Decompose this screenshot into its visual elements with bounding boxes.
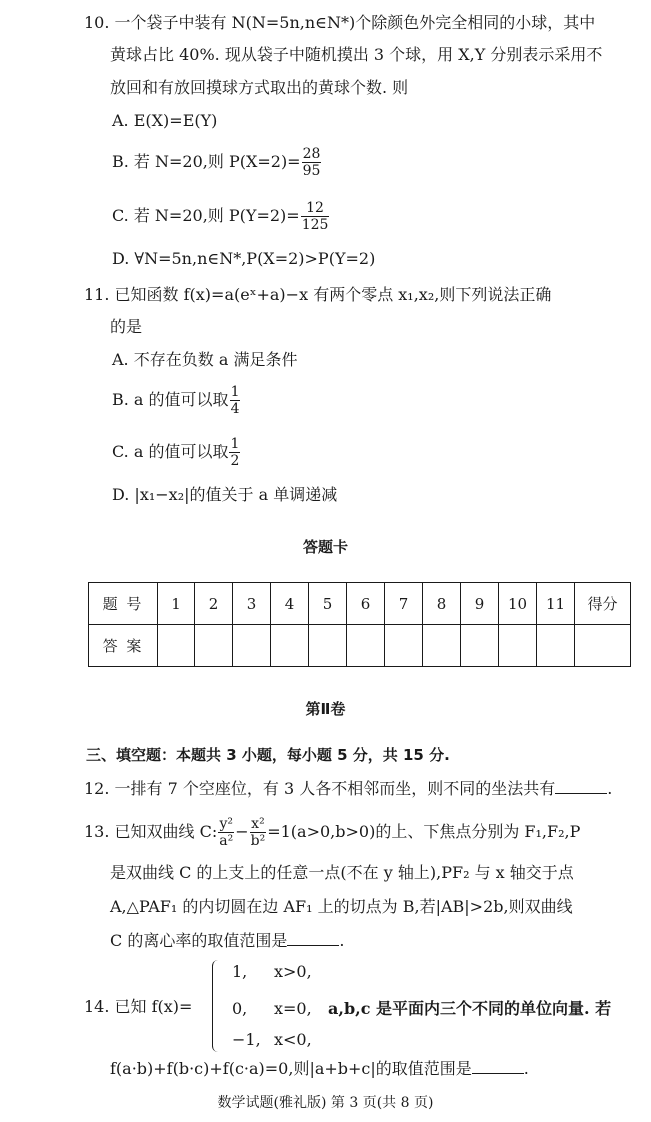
- q10-line2: 黄球占比 40%. 现从袋子中随机摸出 3 个球，用 X,Y 分别表示采用不: [110, 45, 603, 64]
- q11-option-b: [112, 384, 241, 417]
- answer-cell[interactable]: [499, 625, 537, 667]
- q14-case-1-condition: x>0,: [274, 962, 312, 981]
- answer-cell[interactable]: [309, 625, 347, 667]
- q14-case-2: [232, 996, 611, 1019]
- q14-piecewise: [84, 960, 632, 1052]
- q14-answer-blank[interactable]: [472, 1059, 524, 1074]
- q11-line1: 11. 已知函数 f(x)=a(eˣ+a)−x 有两个零点 x₁,x₂,则下列说法正确: [84, 285, 552, 304]
- q10-option-c: [112, 200, 330, 233]
- q14-prefix: 14. 已知 f(x)=: [84, 997, 193, 1016]
- q10-option-c-numerator: 12: [301, 200, 330, 217]
- section-3-header: 三、填空题：本题共 3 小题，每小题 5 分，共 15 分.: [86, 746, 450, 764]
- answer-card-score-header: 得分: [575, 583, 631, 625]
- q13-line4-text: C 的离心率的取值范围是: [110, 931, 288, 950]
- score-cell[interactable]: [575, 625, 631, 667]
- q13-line4: [110, 930, 344, 952]
- q10-option-c-denominator: 125: [301, 217, 329, 233]
- answer-card-table: [88, 582, 631, 667]
- answer-card-number: 5: [309, 583, 347, 625]
- answer-card-number: 1: [158, 583, 195, 625]
- answer-card-number: 3: [233, 583, 271, 625]
- q13-fraction-y-numerator: y²: [219, 816, 234, 832]
- answer-card-number: 4: [271, 583, 309, 625]
- q14-case-2-tail: a,b,c 是平面内三个不同的单位向量. 若: [328, 999, 612, 1018]
- q14-case-3-value: −1,: [232, 1030, 261, 1049]
- section-2-title: 第Ⅱ卷: [305, 700, 346, 718]
- answer-cell[interactable]: [195, 625, 233, 667]
- q10-option-b-fraction: [302, 146, 322, 179]
- q12-end: .: [607, 779, 613, 798]
- q10-option-b-text: B. 若 N=20,则 P(X=2)=: [112, 152, 301, 171]
- answer-card-number: 9: [461, 583, 499, 625]
- q10-option-b-denominator: 95: [302, 163, 321, 179]
- answer-cell[interactable]: [158, 625, 195, 667]
- q14-case-3: [232, 1030, 312, 1049]
- answer-card-number: 7: [385, 583, 423, 625]
- q11-option-b-fraction: [230, 384, 241, 417]
- answer-cell[interactable]: [271, 625, 309, 667]
- answer-card-number: 8: [423, 583, 461, 625]
- q11-option-b-numerator: 1: [230, 384, 240, 400]
- answer-card-answer-header: 答 案: [89, 625, 158, 667]
- answer-card-number: 11: [537, 583, 575, 625]
- q11-option-c-text: C. a 的值可以取: [112, 442, 229, 461]
- answer-cell[interactable]: [537, 625, 575, 667]
- q13-fraction-y: [218, 816, 234, 849]
- q14-last-line: [110, 1058, 529, 1080]
- q14-case-3-condition: x<0,: [274, 1030, 312, 1049]
- answer-cell[interactable]: [423, 625, 461, 667]
- answer-cell[interactable]: [461, 625, 499, 667]
- answer-card-number: 6: [347, 583, 385, 625]
- q11-option-d: D. |x₁−x₂|的值关于 a 单调递减: [112, 485, 338, 504]
- q11-option-c-denominator: 2: [230, 453, 240, 469]
- page-footer: 数学试题(雅礼版) 第 3 页(共 8 页): [217, 1095, 434, 1111]
- q14-case-2-value: 0,: [232, 999, 248, 1018]
- answer-card-number-row: [89, 583, 631, 625]
- answer-card-answer-row: [89, 625, 631, 667]
- q10-line1: 10. 一个袋子中装有 N(N=5n,n∈N*)个除颜色外完全相同的小球，其中: [84, 13, 596, 32]
- q11-option-c-fraction: [229, 436, 240, 469]
- q14-case-1-value: 1,: [232, 962, 248, 981]
- q11-option-b-denominator: 4: [230, 401, 240, 417]
- q13-fraction-x: [250, 816, 267, 849]
- q14-last-line-text: f(a·b)+f(b·c)+f(c·a)=0,则|a+b+c|的取值范围是: [110, 1059, 472, 1078]
- q10-option-c-text: C. 若 N=20,则 P(Y=2)=: [112, 206, 300, 225]
- q13-fraction-y-denominator: a²: [219, 833, 234, 849]
- answer-cell[interactable]: [233, 625, 271, 667]
- answer-card-number: 2: [195, 583, 233, 625]
- q10-option-d: D. ∀N=5n,n∈N*,P(X=2)>P(Y=2): [112, 249, 376, 268]
- answer-cell[interactable]: [347, 625, 385, 667]
- answer-cell[interactable]: [385, 625, 423, 667]
- q13-pre: 13. 已知双曲线 C:: [84, 822, 218, 841]
- q12-text: 12. 一排有 7 个空座位，有 3 人各不相邻而坐，则不同的坐法共有: [84, 779, 556, 798]
- q10-option-c-fraction: [301, 200, 330, 233]
- q12-answer-blank[interactable]: [555, 779, 607, 794]
- answer-card-title: 答题卡: [302, 538, 348, 556]
- q14-case-1: [232, 962, 312, 981]
- q13-post: =1(a>0,b>0)的上、下焦点分别为 F₁,F₂,P: [267, 822, 581, 841]
- q10-option-a: A. E(X)=E(Y): [112, 111, 218, 130]
- q13-end: .: [339, 931, 345, 950]
- q10-option-b: [112, 146, 322, 179]
- q13-answer-blank[interactable]: [287, 931, 339, 946]
- q11-line2: 的是: [110, 317, 143, 336]
- q14-brace: [212, 960, 223, 1052]
- q11-option-b-text: B. a 的值可以取: [112, 390, 229, 409]
- q13-fraction-x-denominator: b²: [250, 833, 266, 849]
- q13-line3: A,△PAF₁ 的内切圆在边 AF₁ 上的切点为 B,若|AB|>2b,则双曲线: [110, 897, 573, 916]
- q14-end: .: [523, 1059, 529, 1078]
- q10-option-b-numerator: 28: [302, 146, 321, 162]
- q13-line1: [84, 816, 580, 849]
- q10-line3: 放回和有放回摸球方式取出的黄球个数. 则: [110, 78, 409, 97]
- q13-minus: −: [235, 822, 249, 841]
- q11-option-c-numerator: 1: [230, 436, 240, 452]
- q11-option-a: A. 不存在负数 a 满足条件: [112, 350, 298, 369]
- answer-card-number: 10: [499, 583, 537, 625]
- q12-line: [84, 778, 612, 800]
- q13-fraction-x-numerator: x²: [251, 816, 265, 832]
- q14-case-2-condition: x=0,: [274, 999, 312, 1018]
- answer-card-number-header: 题 号: [89, 583, 158, 625]
- q11-option-c: [112, 436, 241, 469]
- q13-line2: 是双曲线 C 的上支上的任意一点(不在 y 轴上),PF₂ 与 x 轴交于点: [110, 863, 574, 882]
